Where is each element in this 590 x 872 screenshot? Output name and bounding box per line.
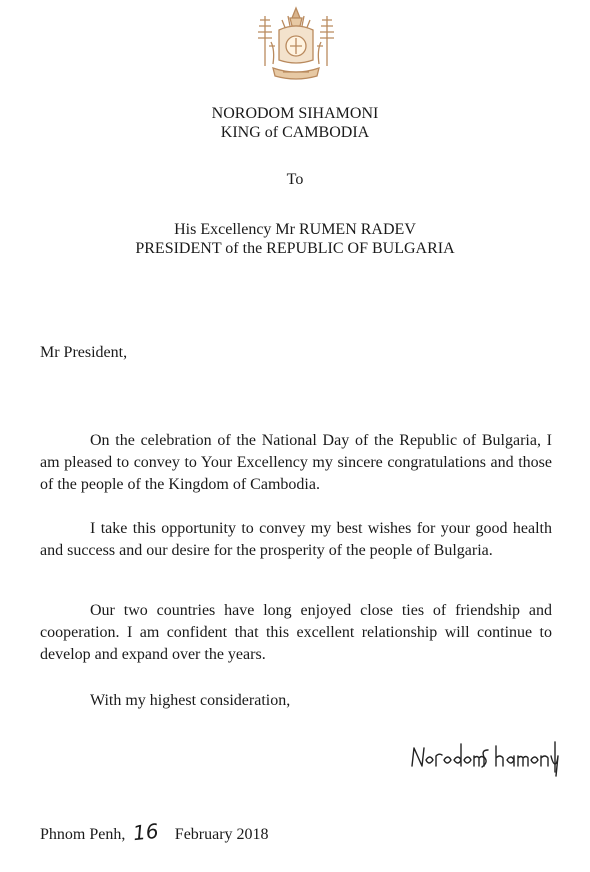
- to-label: To: [286, 171, 304, 188]
- royal-coat-of-arms-icon: [255, 6, 337, 86]
- sender-title: KING of CAMBODIA: [220, 124, 370, 141]
- salutation: Mr President,: [40, 344, 128, 361]
- sender-name: NORODOM SIHAMONI: [211, 105, 379, 122]
- body-paragraph-3: Our two countries have long enjoyed close ties of friendship and cooperation. I am confident that this excellent relationship will continue to develop and expand over the years.: [40, 602, 552, 663]
- place-and-date: [40, 820, 269, 844]
- place: Phnom Penh,: [40, 826, 126, 843]
- body-paragraph-1: On the celebration of the National Day of the Republic of Bulgaria, I am pleased to convey to Your Excellency my sincere congratulations and those of the people of the Kingdom of Cambodia.: [40, 432, 552, 493]
- recipient-name: His Excellency Mr RUMEN RADEV: [174, 221, 416, 238]
- recipient-block: [0, 220, 590, 258]
- body-paragraph-2: I take this opportunity to convey my best wishes for your good health and success and our desire for the prosperity of the people of Bulgaria.: [40, 520, 552, 559]
- month-year: February 2018: [174, 826, 269, 843]
- closing-line: With my highest consideration,: [90, 692, 291, 709]
- handwritten-signature: [408, 738, 560, 778]
- sender-block: [0, 104, 590, 142]
- recipient-title: PRESIDENT of the REPUBLIC OF BULGARIA: [135, 240, 455, 257]
- handwritten-day: 16: [132, 818, 160, 846]
